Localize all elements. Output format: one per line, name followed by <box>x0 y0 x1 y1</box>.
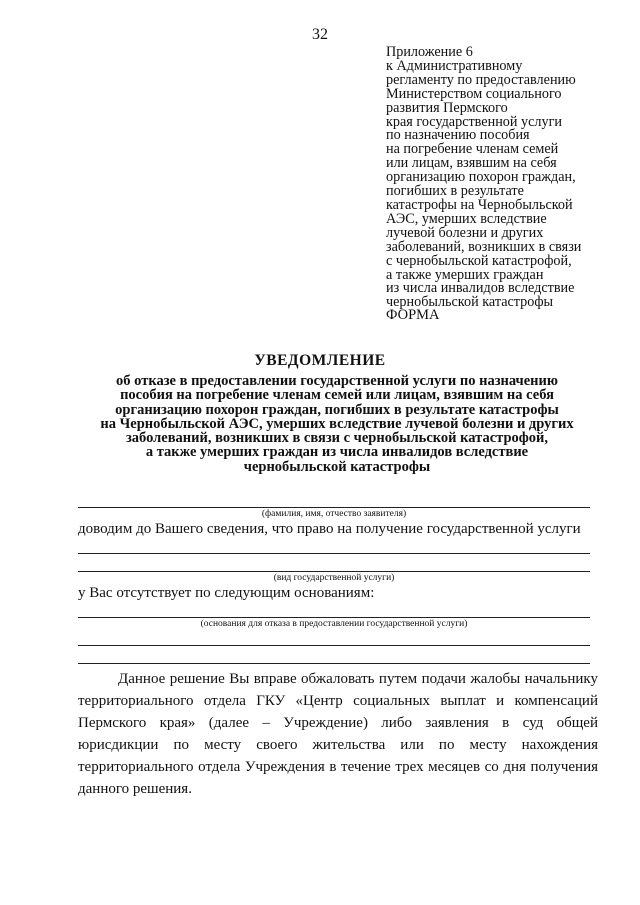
appendix-line: регламенту по предоставлению <box>386 71 576 88</box>
appendix-line: на погребение членам семей <box>386 141 559 158</box>
subtitle-line: пособия на погребение членам семей или лицам, взявшим на себя <box>120 387 554 404</box>
appendix-line: лучевой болезни и других <box>386 224 544 241</box>
appeal-line: Данное решение Вы вправе обжаловать путем подачи жалобы начальнику <box>118 671 598 687</box>
subtitle-line: чернобыльской катастрофы <box>243 458 431 475</box>
page-number: 32 <box>312 26 328 43</box>
appendix-line: с чернобыльской катастрофой, <box>386 252 572 269</box>
subtitle-line: заболеваний, возникших в связи с чернобыльской катастрофой, <box>125 430 549 447</box>
appeal-line: территориального отдела Учреждения в течение трех месяцев со дня получения <box>78 759 598 775</box>
grounds-line <box>78 663 590 664</box>
subtitle-line: об отказе в предоставлении государственной услуги по назначению <box>116 373 558 389</box>
appeal-line: данного решения. <box>78 781 192 797</box>
appendix-line: катастрофы на Чернобыльской <box>386 196 573 213</box>
subtitle-line: организацию похорон граждан, погибших в результате катастрофы <box>115 401 559 418</box>
grounds-caption: (основания для отказа в предоставлении государственной услуги) <box>200 619 468 629</box>
service-caption: (вид государственной услуги) <box>273 573 395 583</box>
appendix-line: развития Пермского <box>386 99 508 116</box>
appendix-block <box>386 46 626 310</box>
appeal-paragraph <box>78 668 598 800</box>
notice-text: доводим до Вашего сведения, что право на получение государственной услуги <box>78 521 581 537</box>
grounds-line <box>78 645 590 646</box>
appeal-line: юрисдикции по месту своего жительства или по месту нахождения <box>78 737 598 753</box>
applicant-name-line <box>78 507 590 508</box>
appendix-line: Приложение 6 <box>386 44 473 60</box>
appendix-line: чернобыльской катастрофы <box>386 294 554 311</box>
appendix-line: погибших в результате <box>386 183 524 200</box>
absent-text: у Вас отсутствует по следующим основаниям: <box>78 585 375 601</box>
appendix-line: к Административному <box>386 57 523 74</box>
service-type-line <box>78 571 590 572</box>
appendix-line: края государственной услуги <box>386 113 562 130</box>
applicant-caption: (фамилия, имя, отчество заявителя) <box>261 509 407 519</box>
subtitle-line: на Чернобыльской АЭС, умерших вследствие лучевой болезни и других <box>100 415 574 432</box>
appeal-line: территориального отдела ГКУ «Центр социальных выплат и компенсаций <box>78 693 598 709</box>
appendix-line: а также умерших граждан <box>386 266 544 283</box>
appendix-line: из числа инвалидов вследствие <box>386 280 575 297</box>
appendix-line: по назначению пособия <box>386 127 530 144</box>
appendix-line: заболеваний, возникших в связи <box>386 238 582 255</box>
appendix-line: организацию похорон граждан, <box>386 169 576 186</box>
subtitle-line: а также умерших граждан из числа инвалидов вследствие <box>145 444 529 461</box>
appendix-line: АЭС, умерших вследствие <box>386 210 547 227</box>
service-type-line <box>78 553 590 554</box>
appendix-line: или лицам, взявшим на себя <box>386 155 557 172</box>
form-label: ФОРМА <box>386 307 440 323</box>
appendix-line: Министерством социального <box>386 85 562 102</box>
document-title: УВЕДОМЛЕНИЕ <box>254 352 386 369</box>
document-subtitle <box>70 374 604 474</box>
appeal-line: Пермского края» (далее – Учреждение) либо заявления в суд общей <box>78 715 598 731</box>
grounds-line <box>78 617 590 618</box>
